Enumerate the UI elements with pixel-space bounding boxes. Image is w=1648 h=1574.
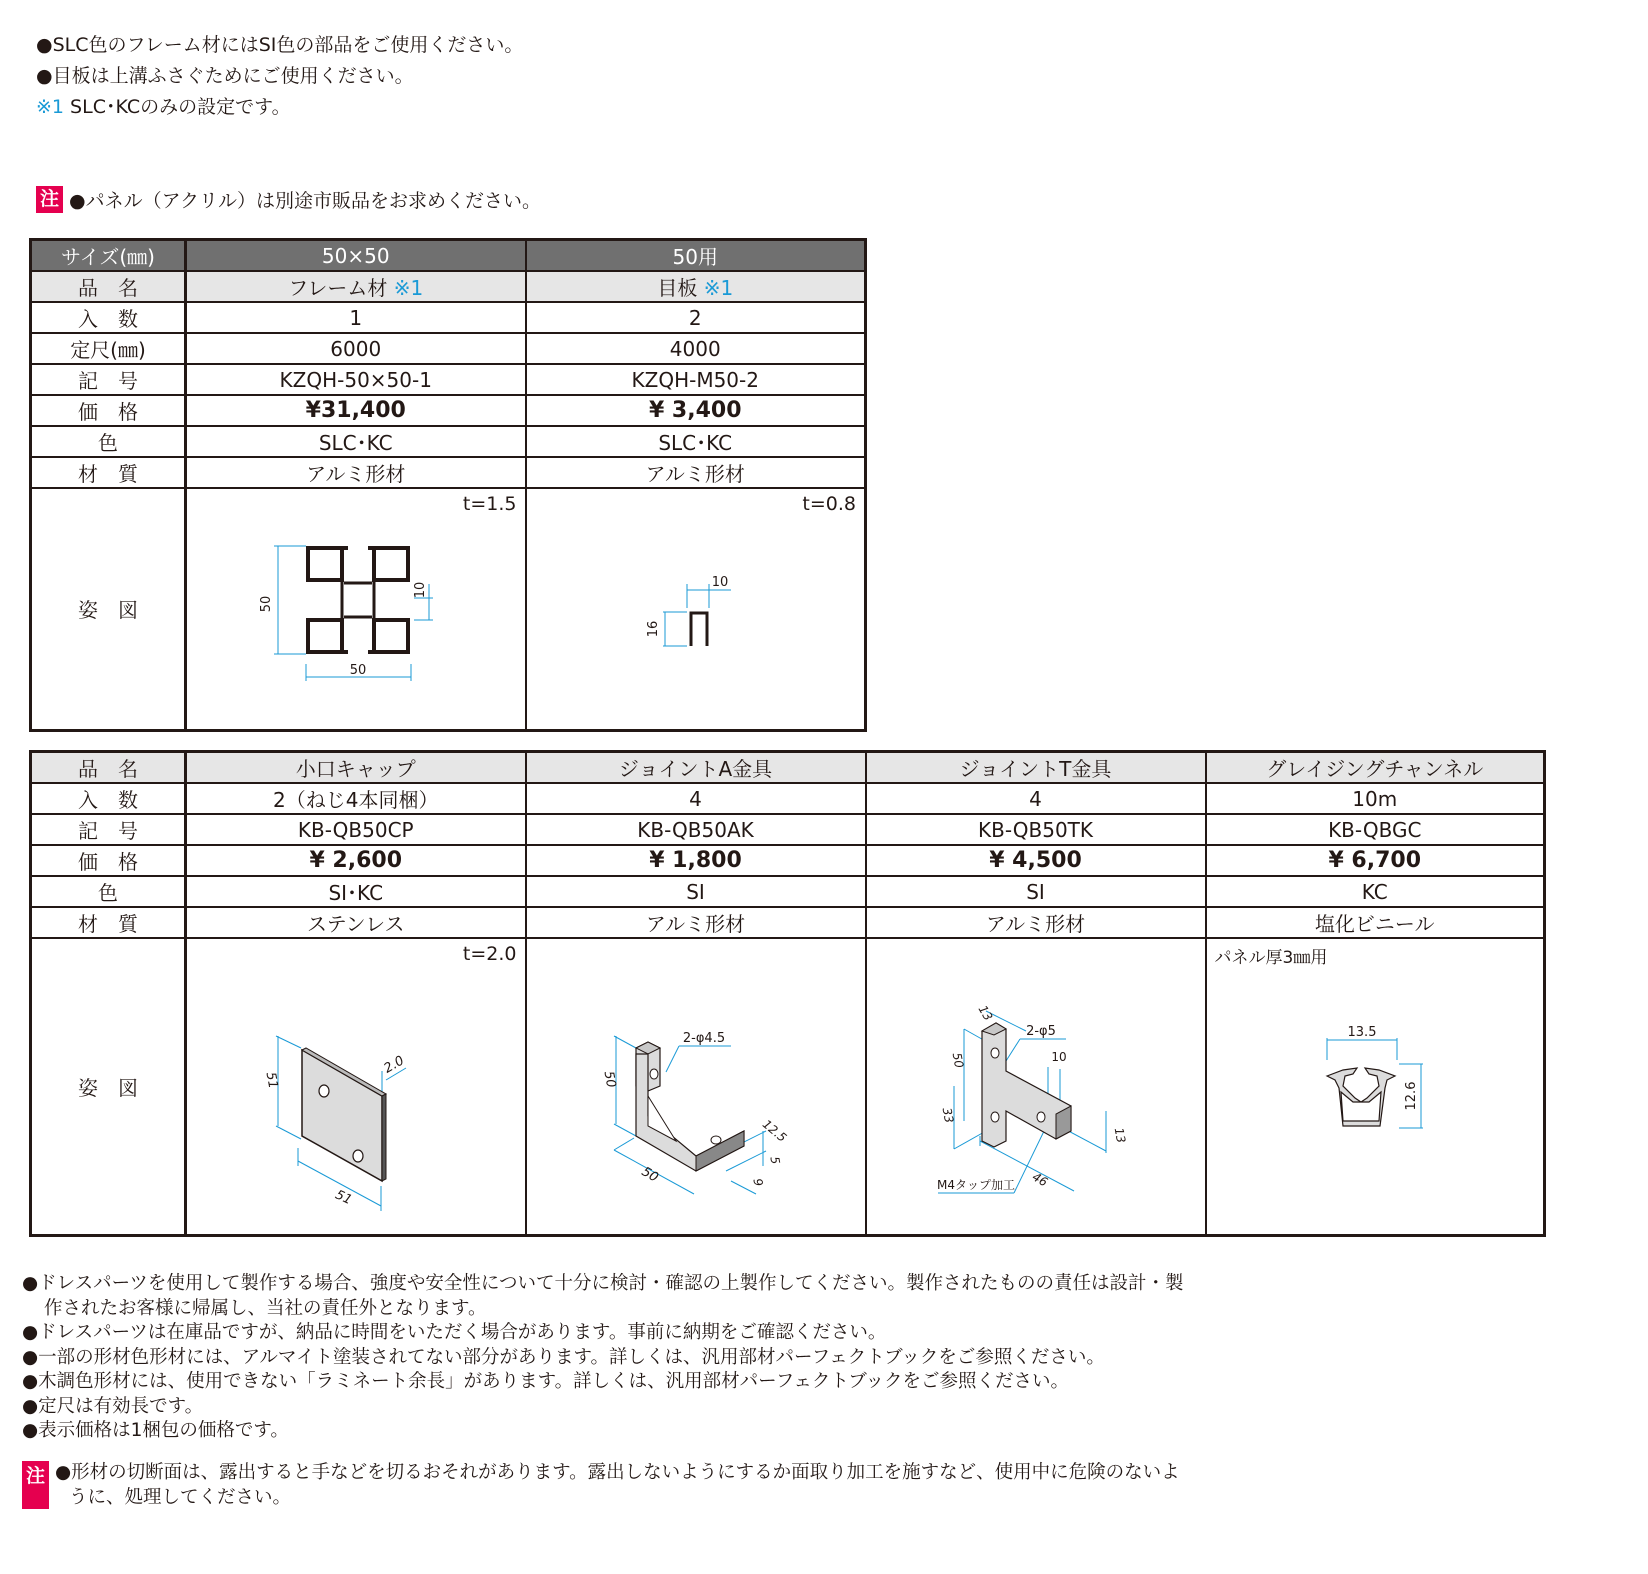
- table-row-size: [31, 240, 866, 272]
- cell-name: ジョイントT金具: [866, 752, 1206, 784]
- table-row-code: [31, 814, 1545, 845]
- cell-name: 小口キャップ: [186, 752, 526, 784]
- row-label-name: 品 名: [31, 271, 186, 302]
- thickness-note: t=2.0: [462, 943, 517, 965]
- dim-length: 46: [1029, 1169, 1050, 1190]
- dim-lower: 33: [939, 1106, 956, 1125]
- product-name: 目板: [657, 276, 698, 300]
- cell-price: ¥ 3,400: [526, 395, 866, 426]
- cell-quantity: 4: [866, 783, 1206, 814]
- note-slc-color: ●SLC色のフレーム材にはSI色の部品をご使用ください。: [36, 34, 524, 56]
- cell-figure-joint-t: [866, 938, 1206, 1235]
- footnote-text: SLC･KCのみの設定です。: [64, 96, 291, 118]
- dim-width-3: 9: [749, 1177, 765, 1188]
- cell-code: KZQH-50×50-1: [186, 364, 526, 395]
- dim-height: 51: [262, 1071, 281, 1091]
- table-row-quantity: [31, 302, 866, 333]
- note-laminate: ●木調色形材には、使用できない「ラミネート余長」があります。詳しくは、汎用部材パーフェクトブックをご参照ください。: [22, 1371, 1069, 1392]
- caution-line-2: うに、処理してください。: [69, 1486, 292, 1508]
- note-safety: ●ドレスパーツを使用して製作する場合、強度や安全性について十分に検討・確認の上製作してください。製作されたものの責任は設計・製: [22, 1273, 1184, 1294]
- cell-name: [526, 271, 866, 302]
- caution-text-block: [55, 1461, 1180, 1510]
- cell-name: [186, 271, 526, 302]
- cell-size: 50×50: [186, 240, 526, 272]
- meita-profile-drawing: [595, 524, 795, 694]
- cell-material: アルミ形材: [526, 457, 866, 488]
- cell-price: ¥ 1,800: [526, 845, 866, 876]
- row-label-material: 材 質: [31, 457, 186, 488]
- row-label-length: 定尺(㎜): [31, 333, 186, 364]
- table-row-color: [31, 876, 1545, 907]
- cell-color: SLC･KC: [526, 426, 866, 457]
- dim-width: 13.5: [1347, 1025, 1377, 1041]
- cell-quantity: 4: [526, 783, 866, 814]
- cell-quantity: 10m: [1206, 783, 1545, 814]
- note-alumite: ●一部の形材色形材には、アルマイト塗装されてない部分があります。詳しくは、汎用部材パーフェクトブックをご参照ください。: [22, 1346, 1105, 1368]
- cell-length: 4000: [526, 333, 866, 364]
- footnote-mark: ※1: [36, 96, 65, 118]
- dim-height: 50: [258, 595, 274, 613]
- cell-code: KB-QB50AK: [526, 814, 866, 845]
- cell-color: SI: [866, 876, 1206, 907]
- note-safety-cont: 作されたお客様に帰属し、当社の責任外となります。: [44, 1297, 487, 1319]
- row-label-size: サイズ(㎜): [31, 240, 186, 272]
- table-row-material: [31, 457, 866, 488]
- cell-figure-frame: [186, 488, 526, 730]
- dim-width-2: 5: [766, 1155, 782, 1166]
- thickness-note: t=0.8: [802, 493, 856, 515]
- row-label-name: 品 名: [31, 752, 186, 784]
- dim-width: 51: [332, 1187, 354, 1209]
- table-row-material: [31, 907, 1545, 938]
- dim-slot: 10: [1050, 1050, 1067, 1065]
- bottom-notes: [22, 1272, 1183, 1444]
- footnote-mark: ※1: [703, 276, 734, 300]
- dim-top: 13: [975, 1003, 995, 1024]
- cell-figure-meita: [526, 488, 866, 730]
- table-row-code: [31, 364, 866, 395]
- cell-color: SI: [526, 876, 866, 907]
- cell-material: アルミ形材: [526, 907, 866, 938]
- row-label-color: 色: [31, 426, 186, 457]
- dim-holes: 2-φ5: [1025, 1024, 1056, 1040]
- caution-badge: 注: [22, 1461, 49, 1509]
- dim-length: 50: [638, 1164, 661, 1186]
- row-label-quantity: 入 数: [31, 783, 186, 814]
- dim-width: 50: [349, 662, 367, 678]
- note-price: ●表示価格は1梱包の価格です。: [22, 1420, 289, 1441]
- row-label-figure: 姿 図: [31, 488, 186, 730]
- note-length: ●定尺は有効長です。: [22, 1395, 204, 1417]
- dim-slot: 10: [412, 581, 428, 599]
- dim-height: 12.6: [1403, 1081, 1419, 1111]
- dim-height: 16: [646, 620, 662, 638]
- cell-price: ¥ 2,600: [186, 845, 526, 876]
- dim-thickness: 2.0: [381, 1053, 407, 1077]
- frame-profile-drawing: [256, 524, 456, 694]
- dim-width: 10: [711, 574, 729, 590]
- table-row-figure: [31, 938, 1545, 1235]
- row-label-code: 記 号: [31, 364, 186, 395]
- table-row-color: [31, 426, 866, 457]
- cell-material: アルミ形材: [186, 457, 526, 488]
- product-name: フレーム材: [288, 276, 388, 300]
- thickness-note: t=1.5: [462, 493, 517, 515]
- cell-material: 塩化ビニール: [1206, 907, 1545, 938]
- row-label-quantity: 入 数: [31, 302, 186, 333]
- note-meita-usage: ●目板は上溝ふさぐためにご使用ください。: [36, 65, 414, 87]
- joint-a-drawing: [576, 976, 816, 1196]
- caution-line-1: ●形材の切断面は、露出すると手などを切るおそれがあります。露出しないようにするか面取り加工を施すなど、使用中に危険のないよ: [55, 1462, 1180, 1483]
- table-row-price: [31, 845, 1545, 876]
- row-label-figure: 姿 図: [31, 938, 186, 1235]
- dim-height: 50: [600, 1070, 618, 1090]
- top-notes: [36, 30, 523, 123]
- row-label-price: 価 格: [31, 395, 186, 426]
- cell-size: 50用: [526, 240, 866, 272]
- dim-holes: 2-φ4.5: [682, 1031, 725, 1047]
- note-delivery: ●ドレスパーツは在庫品ですが、納品に時間をいただく場合があります。事前に納期をご確認ください。: [22, 1322, 887, 1343]
- cell-material: アルミ形材: [866, 907, 1206, 938]
- cell-name: グレイジングチャンネル: [1206, 752, 1545, 784]
- table-row-name: [31, 752, 1545, 784]
- dim-end: 13: [1111, 1126, 1128, 1145]
- cell-quantity: 2（ねじ4本同梱）: [186, 783, 526, 814]
- cell-name: ジョイントA金具: [526, 752, 866, 784]
- cell-material: ステンレス: [186, 907, 526, 938]
- cell-figure-glazing-channel: [1206, 938, 1545, 1235]
- cell-color: KC: [1206, 876, 1545, 907]
- footnote-mark: ※1: [393, 276, 424, 300]
- table-row-price: [31, 395, 866, 426]
- table-row-figure: [31, 488, 866, 730]
- cell-price: ¥ 4,500: [866, 845, 1206, 876]
- note-footnote-1: [36, 92, 523, 123]
- cell-length: 6000: [186, 333, 526, 364]
- caution-cut-edge: [22, 1461, 1180, 1510]
- glazing-channel-drawing: [1295, 1016, 1455, 1156]
- caution-badge: 注: [36, 186, 63, 213]
- parts-spec-table: [29, 750, 1546, 1237]
- dim-height: 50: [949, 1051, 966, 1070]
- cell-code: KZQH-M50-2: [526, 364, 866, 395]
- cell-color: SI･KC: [186, 876, 526, 907]
- caution-text: ●パネル（アクリル）は別途市販品をお求めください。: [69, 190, 542, 212]
- dim-tap: M4タップ加工: [936, 1178, 1015, 1193]
- panel-thickness-note: パネル厚3㎜用: [1214, 948, 1328, 968]
- cell-code: KB-QB50TK: [866, 814, 1206, 845]
- table-row-length: [31, 333, 866, 364]
- cell-quantity: 1: [186, 302, 526, 333]
- cell-quantity: 2: [526, 302, 866, 333]
- row-label-color: 色: [31, 876, 186, 907]
- cell-code: KB-QB50CP: [186, 814, 526, 845]
- row-label-code: 記 号: [31, 814, 186, 845]
- end-cap-drawing: [246, 976, 466, 1209]
- frame-spec-table: [29, 238, 867, 732]
- cell-figure-joint-a: [526, 938, 866, 1235]
- row-label-price: 価 格: [31, 845, 186, 876]
- row-label-material: 材 質: [31, 907, 186, 938]
- cell-code: KB-QBGC: [1206, 814, 1545, 845]
- joint-t-drawing: [916, 971, 1156, 1201]
- cell-price: ¥ 6,700: [1206, 845, 1545, 876]
- cell-price: ¥31,400: [186, 395, 526, 426]
- table-row-name: [31, 271, 866, 302]
- cell-color: SLC･KC: [186, 426, 526, 457]
- cell-figure-end-cap: [186, 938, 526, 1235]
- dim-width-1: 12.5: [759, 1117, 789, 1146]
- table-row-quantity: [31, 783, 1545, 814]
- caution-panel-note: [36, 186, 541, 213]
